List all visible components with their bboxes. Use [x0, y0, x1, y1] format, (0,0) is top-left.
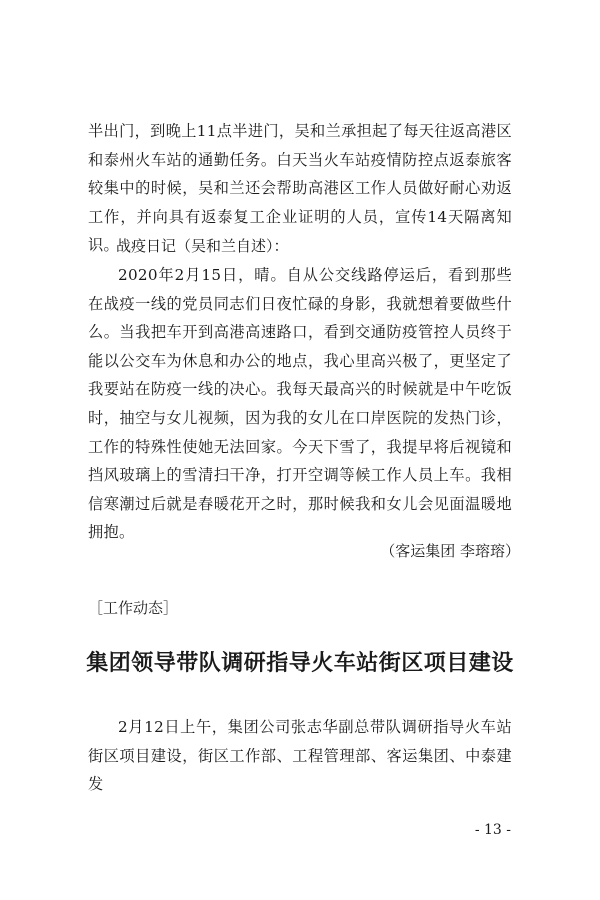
article-paragraph-1: 半出门，到晚上11点半进门，吴和兰承担起了每天往返高港区和泰州火车站的通勤任务。白天当火车站疫情防控点返泰旅客较集中的时候，吴和兰还会帮助高港区工作人员做好耐心劝返工作，并向具有返泰复工企业证明的人员，宣传14天隔离知识。: [88, 122, 512, 255]
author-signature: （客运集团 李瑢瑢）: [380, 542, 520, 560]
diary-title: 战疫日记（吴和兰自述）：: [116, 237, 289, 255]
page-number: - 13 -: [474, 822, 511, 838]
diary-paragraph: 2020年2月15日，晴。自从公交线路停运后，看到那些在战疫一线的党员同志们日夜忙碌的身影，我就想着要做些什么。当我把车开到高港高速路口，看到交通防疫管控人员终于能以公交车为休息和办公的地点，我心里高兴极了，更坚定了我要站在防疫一线的决心。我每天最高兴的时候就是中午吃饭时，抽空与女儿视频，因为我的女儿在口岸医院的发热门诊，工作的特殊性使她无法回家。今天下雪了，我提早将后视镜和挡风玻璃上的雪清扫干净，打开空调等候工作人员上车。我相信寒潮过后就是春暖花开之时，那时候我和女儿会见面温暖地拥抱。: [88, 266, 512, 542]
news-paragraph: 2月12日上午，集团公司张志华副总带队调研指导火车站街区项目建设，街区工作部、工程管理部、客运集团、中泰建发: [88, 718, 512, 794]
news-headline: 集团领导带队调研指导火车站街区项目建设: [86, 651, 514, 676]
section-tag: ［工作动态］: [88, 599, 179, 617]
